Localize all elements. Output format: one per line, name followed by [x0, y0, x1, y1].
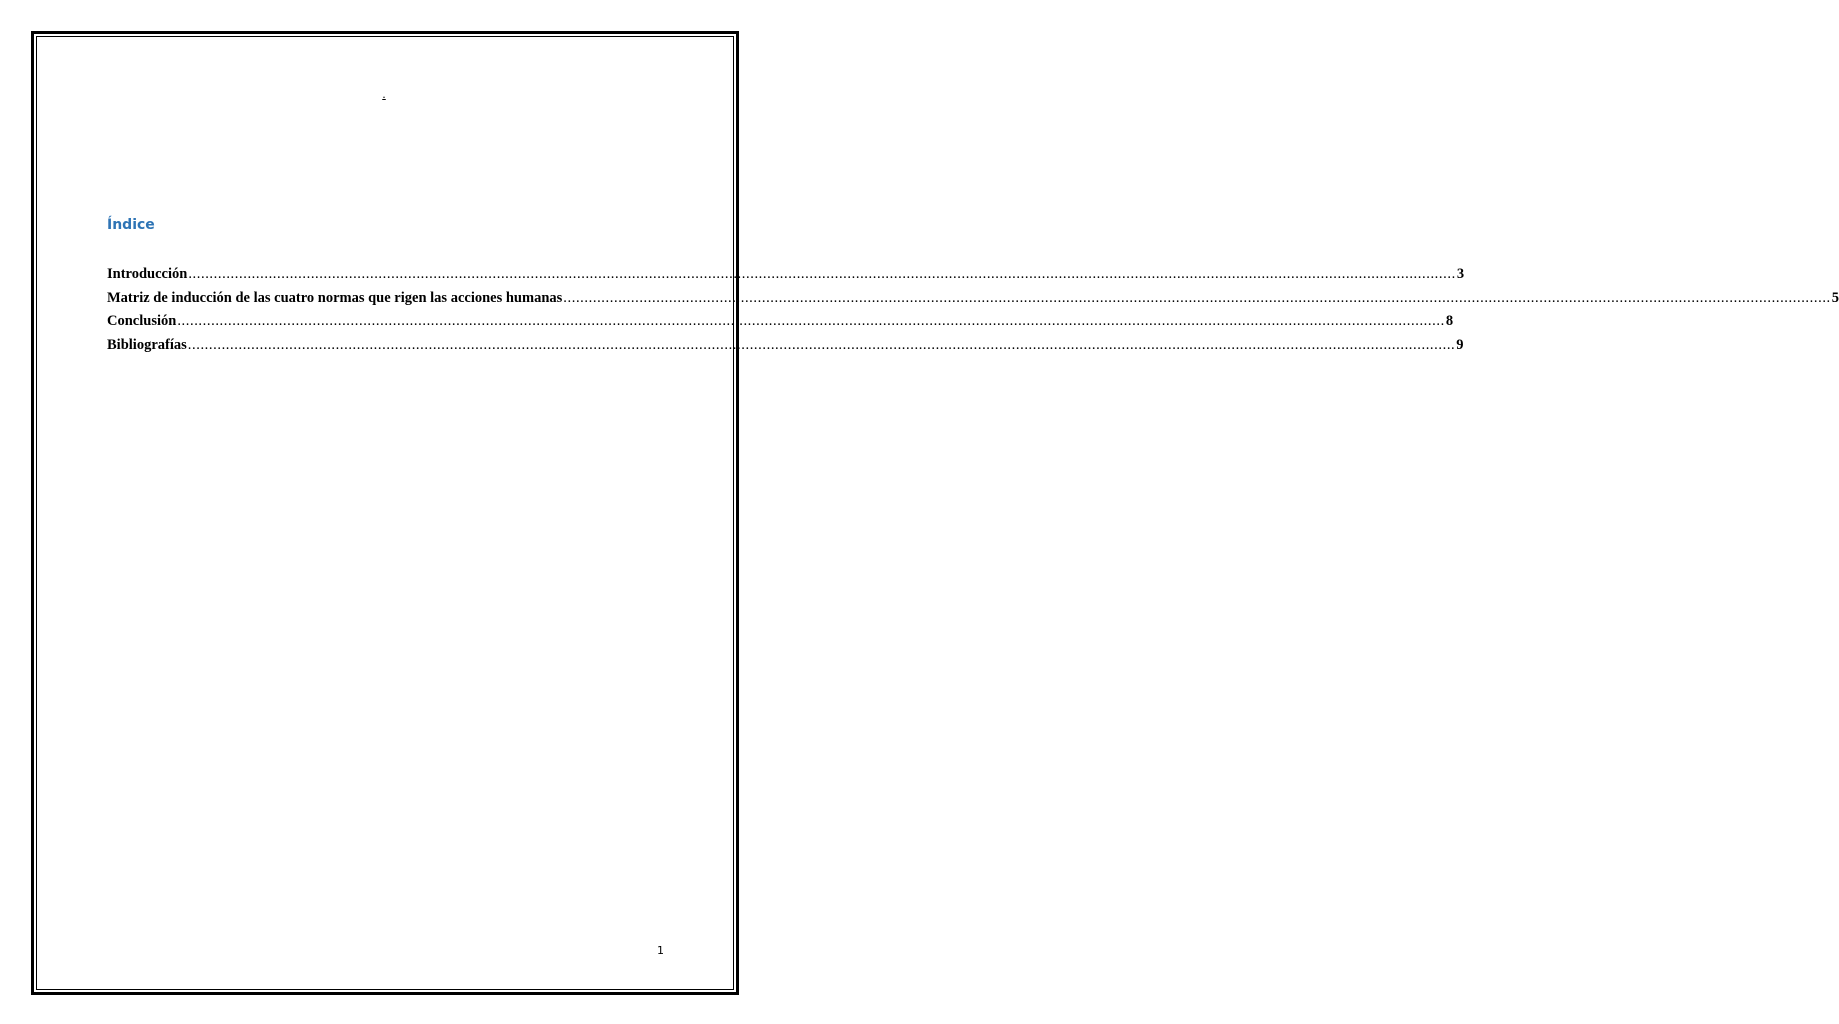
toc-dot-leader: ............................................................................................................................................................................................................................................................................................................ — [188, 266, 1456, 282]
header-mark: . — [382, 88, 386, 101]
toc-entry-introduccion[interactable] — [107, 266, 1465, 290]
toc-entry-page: 5 — [1831, 289, 1839, 306]
toc-dot-leader: ............................................................................................................................................................................................................................................................................................................ — [177, 313, 1445, 329]
table-of-contents — [107, 266, 1839, 360]
toc-entry-page: 9 — [1456, 336, 1464, 353]
toc-dot-leader: ............................................................................................................................................................................................................................................................................................................ — [563, 289, 1831, 306]
toc-entry-title: Matriz de inducción de las cuatro normas que rigen las acciones humanas — [107, 289, 563, 306]
toc-heading: Índice — [107, 217, 155, 233]
page-number: 1 — [657, 944, 664, 957]
toc-entry-conclusion[interactable] — [107, 313, 1454, 337]
toc-entry-title: Introducción — [107, 266, 188, 282]
toc-entry-page: 8 — [1445, 313, 1454, 329]
toc-entry-title: Conclusión — [107, 313, 177, 329]
toc-entry-matriz[interactable] — [107, 289, 1839, 314]
toc-entry-page: 3 — [1456, 266, 1465, 282]
page-border-inner — [36, 36, 734, 990]
toc-dot-leader: ............................................................................................................................................................................................................................................................................................................ — [187, 336, 1456, 353]
toc-entry-title: Bibliografías — [107, 336, 187, 353]
toc-entry-bibliografias[interactable] — [107, 336, 1464, 361]
